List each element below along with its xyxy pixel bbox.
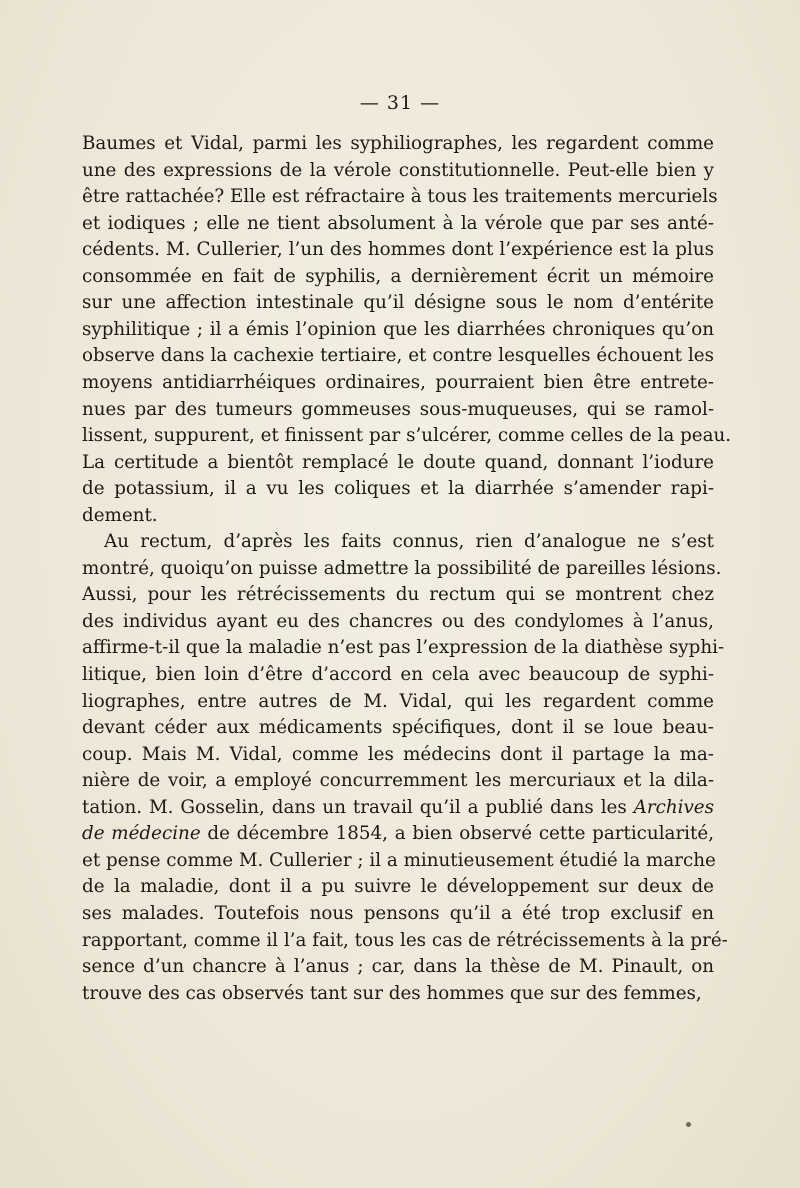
line-text: une des expressions de la vérole constitutionnelle. Peut-elle bien y — [82, 159, 714, 181]
text-line — [82, 609, 714, 635]
italic-text: Archives — [633, 796, 714, 818]
line-text: de potassium, il a vu les coliques et la diarrhée s’amender rapi- — [82, 478, 714, 500]
text-line — [82, 158, 714, 184]
text-line — [82, 635, 725, 661]
text-line — [82, 821, 714, 847]
paper-spot — [686, 1122, 691, 1127]
text-line — [104, 529, 714, 555]
text-line — [82, 343, 714, 369]
text-line — [82, 901, 714, 927]
text-line — [82, 317, 714, 343]
line-text: et iodiques ; elle ne tient absolument à la vérole que par ses anté- — [82, 212, 714, 234]
text-line — [82, 768, 714, 794]
line-text: liographes, entre autres de M. Vidal, qui les regardent comme — [82, 690, 714, 712]
line-text: observe dans la cachexie tertiaire, et contre lesquelles échouent les — [82, 345, 714, 367]
text-line — [82, 715, 714, 741]
line-text: syphilitique ; il a émis l’opinion que les diarrhées chroniques qu’on — [82, 318, 714, 340]
line-text: tation. M. Gosselin, dans un travail qu’il a publié dans les — [82, 796, 634, 818]
line-text: trouve des cas observés tant sur des hommes que sur des femmes, — [82, 982, 702, 1004]
line-text: Aussi, pour les rétrécissements du rectum qui se montrent chez — [82, 584, 714, 606]
line-text: et pense comme M. Cullerier ; il a minutieusement étudié la marche — [82, 849, 716, 871]
line-text: Baumes et Vidal, parmi les syphiliographes, les regardent comme — [82, 133, 714, 154]
line-text: nière de voir, a employé concurremment les mercuriaux et la dila- — [82, 770, 714, 792]
line-text: des individus ayant eu des chancres ou des condylomes à l’anus, — [82, 610, 714, 632]
line-text: moyens antidiarrhéiques ordinaires, pourraient bien être entrete- — [82, 371, 714, 393]
text-line — [82, 928, 728, 954]
text-line — [82, 450, 714, 476]
text-line — [82, 556, 722, 582]
line-text: coup. Mais M. Vidal, comme les médecins dont il partage la ma- — [82, 743, 714, 765]
line-text: lissent, suppurent, et finissent par s’ulcérer, comme celles de la peau. — [82, 425, 732, 447]
line-text: dement. — [82, 504, 158, 526]
text-line — [82, 874, 714, 900]
text-line — [82, 423, 732, 449]
text-line — [82, 742, 714, 768]
line-text: nues par des tumeurs gommeuses sous-muqueuses, qui se ramol- — [82, 398, 714, 420]
text-line — [82, 370, 714, 396]
text-line — [82, 131, 714, 157]
text-line — [82, 476, 714, 502]
line-text: consommée en fait de syphilis, a dernièrement écrit un mémoire — [82, 265, 714, 287]
text-line — [82, 264, 714, 290]
text-line — [82, 954, 714, 980]
text-line — [82, 237, 714, 263]
line-text: affirme-t-il que la maladie n’est pas l’expression de la diathèse syphi- — [82, 637, 725, 659]
text-line — [82, 981, 714, 1007]
line-text: La certitude a bientôt remplacé le doute quand, donnant l’iodure — [82, 451, 714, 473]
text-line — [82, 184, 718, 210]
line-text: litique, bien loin d’être d’accord en cela avec beaucoup de syphi- — [82, 664, 714, 685]
line-text: cédents. M. Cullerier, l’un des hommes dont l’expérience est la plus — [82, 239, 714, 261]
text-line — [82, 582, 714, 608]
line-text: être rattachée? Elle est réfractaire à tous les traitements mercuriels — [82, 186, 718, 208]
line-text: devant céder aux médicaments spécifiques, dont il se loue beau- — [82, 717, 714, 739]
line-text: sur une affection intestinale qu’il désigne sous le nom d’entérite — [82, 292, 714, 314]
line-text: de la maladie, dont il a pu suivre le développement sur deux de — [82, 876, 714, 898]
page-number: — 31 — — [359, 92, 441, 114]
text-line — [82, 290, 714, 316]
italic-text: de médecine — [82, 823, 201, 845]
text-line — [82, 211, 714, 237]
text-line — [82, 397, 714, 423]
line-text: Au rectum, d’après les faits connus, rien d’analogue ne s’est — [104, 531, 714, 553]
text-line — [82, 503, 714, 529]
line-text: de décembre 1854, a bien observé cette particularité, — [200, 823, 715, 845]
text-line — [82, 662, 714, 688]
line-text: sence d’un chancre à l’anus ; car, dans la thèse de M. Pinault, on — [82, 956, 714, 978]
line-text: montré, quoiqu’on puisse admettre la possibilité de pareilles lésions. — [82, 557, 722, 579]
line-text: ses malades. Toutefois nous pensons qu’il a été trop exclusif en — [82, 902, 714, 924]
text-line — [82, 795, 714, 821]
text-line — [82, 848, 714, 874]
text-line — [82, 689, 714, 715]
line-text: rapportant, comme il l’a fait, tous les cas de rétrécissements à la pré- — [82, 929, 728, 951]
